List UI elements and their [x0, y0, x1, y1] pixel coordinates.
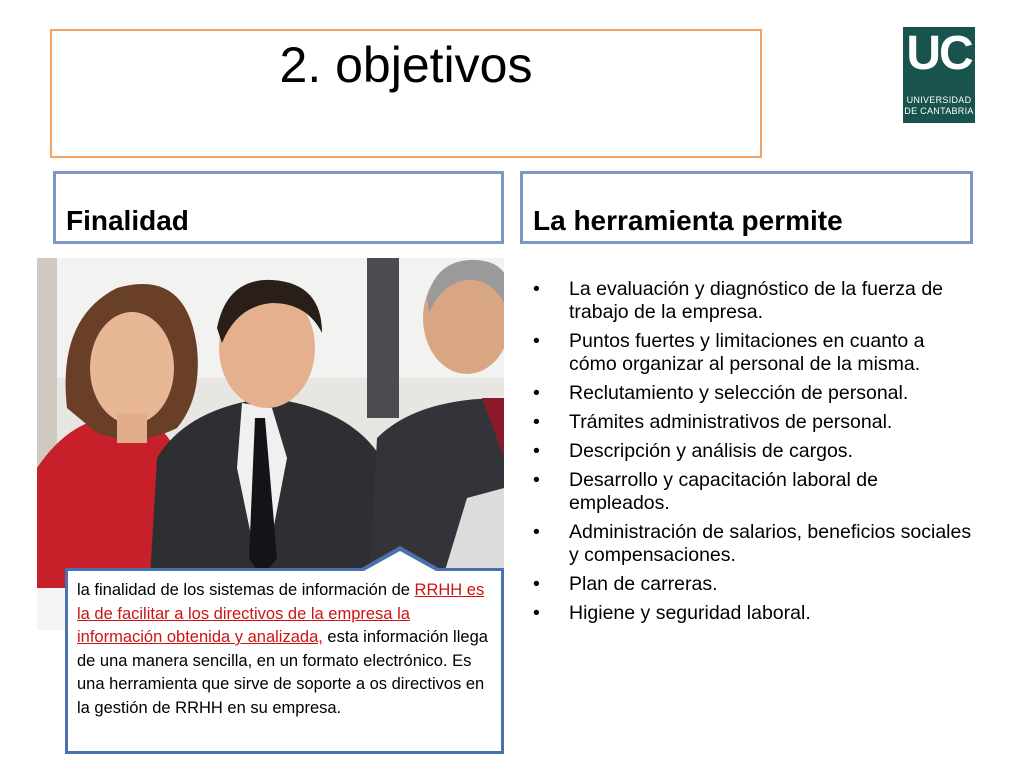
herramienta-header: La herramienta permite [533, 205, 843, 236]
title-box [50, 29, 762, 158]
uc-logo [903, 27, 975, 123]
logo-line-universidad: UNIVERSIDAD [906, 95, 972, 105]
list-item: • Plan de carreras. [533, 573, 973, 596]
feature-list [533, 278, 973, 631]
finalidad-callout [65, 568, 504, 754]
logo-line-cantabria: DE CANTABRIA [904, 106, 974, 116]
herramienta-header-box [520, 171, 973, 244]
finalidad-header: Finalidad [66, 205, 189, 236]
list-item: • Desarrollo y capacitación laboral de empleados. [533, 469, 973, 515]
list-item: • La evaluación y diagnóstico de la fuerza de trabajo de la empresa. [533, 278, 973, 324]
list-item: • Higiene y seguridad laboral. [533, 602, 973, 625]
list-item: • Trámites administrativos de personal. [533, 411, 973, 434]
slide-title: 2. objetivos [279, 37, 533, 93]
callout-text-intro: la finalidad de los sistemas de información de [77, 581, 415, 599]
list-item: • Descripción y análisis de cargos. [533, 440, 973, 463]
callout-text-highlight: RRHH es la de facilitar a los directivos de la empresa la información obtenida y analizada, [77, 581, 485, 646]
finalidad-header-box [53, 171, 504, 244]
logo-initials: UC [906, 27, 972, 80]
callout-pointer-fill [364, 551, 436, 571]
list-item: • Reclutamiento y selección de personal. [533, 382, 973, 405]
list-item: • Administración de salarios, beneficios sociales y compensaciones. [533, 521, 973, 567]
list-item: • Puntos fuertes y limitaciones en cuanto a cómo organizar al personal de la misma. [533, 330, 973, 376]
callout-text-rest: esta información llega de una manera sencilla, en un formato electrónico. Es una herramienta que sirve de soporte a os directivos en la gestión de RRHH en su empresa. [77, 628, 488, 717]
